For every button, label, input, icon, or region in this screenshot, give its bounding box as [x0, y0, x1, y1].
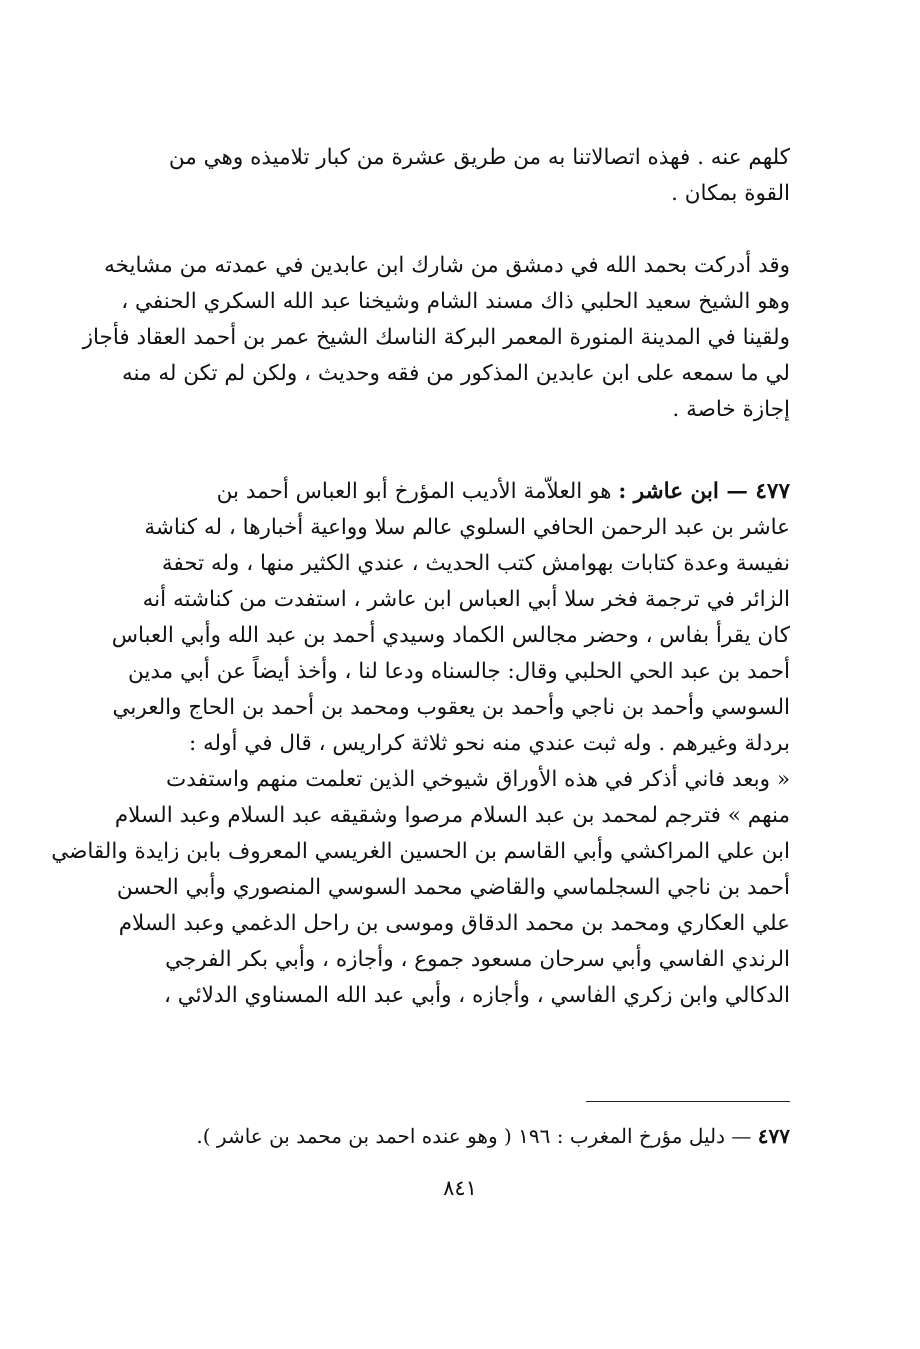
text-line: نفيسة وعدة كتابات بهوامش كتب الحديث ، عندي الكثير منها ، وله تحفة — [161, 551, 790, 576]
text-line: الرندي الفاسي وأبي سرحان مسعود جموع ، وأجازه ، وأبي بكر الفرجي — [165, 947, 790, 972]
entry-ibn-ashir — [51, 474, 790, 1014]
text-line: أحمد بن عبد الحي الحلبي وقال: جالسناه ودعا لنا ، وأخذ أيضاً عن أبي مدين — [128, 659, 790, 684]
paragraph-continuation — [128, 140, 790, 212]
entry-heading: ٤٧٧ — ابن عاشر : — [618, 479, 790, 504]
text-line: إجازة خاصة . — [672, 397, 790, 422]
text-line: ابن علي المراكشي وأبي القاسم بن الحسين الغريسي المعروف بابن زايدة والقاضي — [51, 839, 790, 864]
text-line: عاشر بن عبد الرحمن الحافي السلوي عالم سلا وواعية أخبارها ، له كناشة — [144, 515, 790, 540]
entry-first-line-text: هو العلاّمة الأديب المؤرخ أبو العباس أحمد بن — [216, 479, 612, 504]
text-line: الدكالي وابن زكري الفاسي ، وأجازه ، وأبي عبد الله المسناوي الدلائي ، — [163, 983, 790, 1008]
footnote-number: ٤٧٧ — [757, 1124, 790, 1148]
footnote-text: — دليل مؤرخ المغرب : ١٩٦ ( وهو عنده احمد بن محمد بن عاشر ). — [196, 1124, 752, 1148]
text-line: ولقينا في المدينة المنورة المعمر البركة الناسك الشيخ عمر بن أحمد العقاد فأجاز — [82, 325, 790, 350]
text-line: كان يقرأ بفاس ، وحضر مجالس الكماد وسيدي أحمد بن عبد الله وأبي العباس — [111, 623, 790, 648]
text-line: منهم » فترجم لمحمد بن عبد السلام مرصوا وشقيقه عبد السلام وعبد السلام — [114, 803, 790, 828]
page-number: ٨٤١ — [443, 1176, 477, 1200]
text-line: أحمد بن ناجي السجلماسي والقاضي محمد السوسي المنصوري وأبي الحسن — [116, 875, 790, 900]
entry-first-line — [128, 474, 790, 510]
text-line: كلهم عنه . فهذه اتصالاتنا به من طريق عشرة من كبار تلاميذه وهي من — [168, 145, 790, 170]
footnote — [128, 1118, 790, 1154]
footnote-divider — [586, 1101, 790, 1102]
text-line: الزائر في ترجمة فخر سلا أبي العباس ابن عاشر ، استفدت من كناشته أنه — [142, 587, 790, 612]
text-line: القوة بمكان . — [671, 181, 790, 206]
text-line: علي العكاري ومحمد بن محمد الدقاق وموسى بن راحل الدغمي وعبد السلام — [118, 911, 790, 936]
text-line: وقد أدركت بحمد الله في دمشق من شارك ابن عابدين في عمدته من مشايخه — [104, 253, 790, 278]
text-line: وهو الشيخ سعيد الحلبي ذاك مسند الشام وشيخنا عبد الله السكري الحنفي ، — [121, 289, 790, 314]
text-line: « وبعد فاني أذكر في هذه الأوراق شيوخي الذين تعلمت منهم واستفدت — [166, 767, 790, 792]
text-line: السوسي وأحمد بن ناجي وأحمد بن يعقوب ومحمد بن أحمد بن الحاج والعربي — [112, 695, 790, 720]
text-line: لي ما سمعه على ابن عابدين المذكور من فقه وحديث ، ولكن لم تكن له منه — [122, 361, 790, 386]
text-line: بردلة وغيرهم . وله ثبت عندي منه نحو ثلاثة كراريس ، قال في أوله : — [188, 731, 790, 756]
paragraph-ibn-abidin — [82, 248, 790, 428]
